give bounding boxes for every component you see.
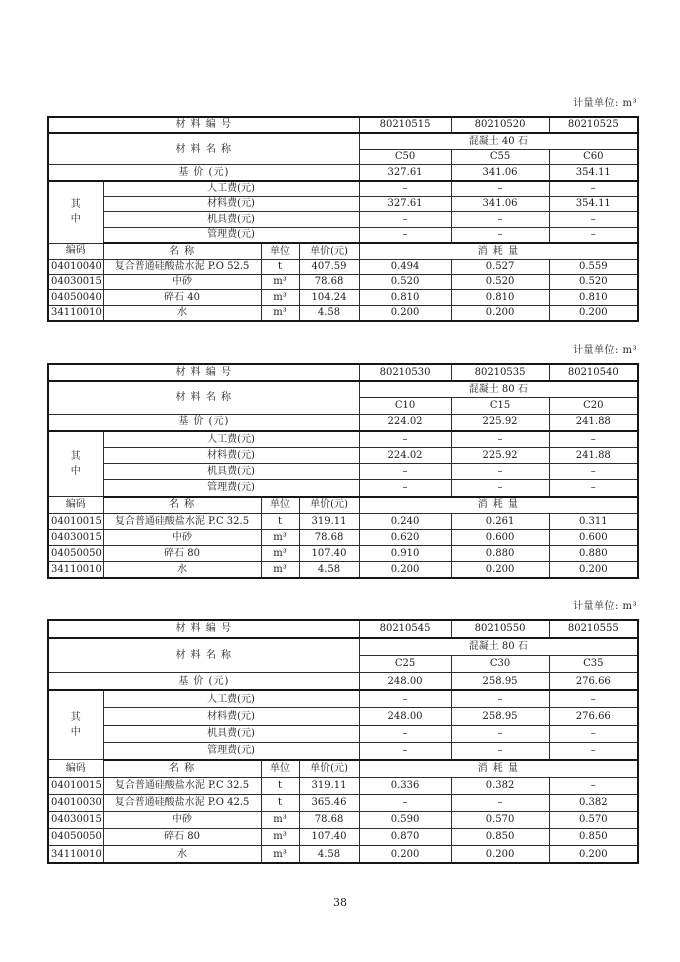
row-consumption: 0.200 <box>451 846 549 864</box>
row-unit: t <box>261 513 299 529</box>
fee-row <box>48 725 638 742</box>
row-consumption: 0.910 <box>359 546 451 562</box>
row-consumption: 0.200 <box>549 562 638 579</box>
row-consumption: 0.880 <box>549 546 638 562</box>
fee-row <box>48 227 638 243</box>
material-no-row <box>48 364 638 381</box>
row-consumption: 0.520 <box>451 274 549 289</box>
row-consumption: 0.240 <box>359 513 451 529</box>
material-price-table-concrete-40 <box>47 116 639 322</box>
fee-label: 人工费(元) <box>103 690 359 708</box>
material-code: 80210530 <box>359 364 451 381</box>
material-code: 80210520 <box>451 117 549 133</box>
row-code: 34110010 <box>48 562 103 579</box>
row-name: 水 <box>103 562 261 579</box>
fee-value: – <box>359 742 451 760</box>
row-code: 04010015 <box>48 513 103 529</box>
row-code: 04050050 <box>48 829 103 846</box>
base-price: 224.02 <box>359 414 451 431</box>
row-consumption: 0.520 <box>359 274 451 289</box>
row-consumption: 0.382 <box>451 777 549 794</box>
row-consumption: 0.200 <box>451 305 549 321</box>
base-price: 258.95 <box>451 673 549 691</box>
fee-value: 354.11 <box>549 196 638 211</box>
material-name-label: 材 料 名 称 <box>48 133 359 164</box>
fee-value: 248.00 <box>359 708 451 725</box>
fee-value: – <box>451 742 549 760</box>
row-price: 78.68 <box>299 529 359 545</box>
row-unit: t <box>261 777 299 794</box>
grade: C30 <box>451 656 549 673</box>
table-row <box>48 846 638 864</box>
page-number: 38 <box>333 896 347 909</box>
fee-value: – <box>359 212 451 227</box>
price-table-section-3 <box>47 601 637 864</box>
fee-value: – <box>451 227 549 243</box>
consumption-header: 消 耗 量 <box>359 497 638 514</box>
material-name-row <box>48 381 638 398</box>
fee-value: 258.95 <box>451 708 549 725</box>
fee-row <box>48 447 638 463</box>
base-price: 341.06 <box>451 165 549 181</box>
material-code: 80210540 <box>549 364 638 381</box>
row-name: 复合普通硅酸盐水泥 P.O 42.5 <box>103 794 261 811</box>
fee-value: – <box>451 431 549 448</box>
row-consumption: 0.600 <box>451 529 549 545</box>
grade: C15 <box>451 398 549 414</box>
table-row <box>48 794 638 811</box>
table-row <box>48 274 638 289</box>
row-price: 107.40 <box>299 546 359 562</box>
detail-header-row <box>48 243 638 259</box>
grade: C55 <box>451 149 549 164</box>
code-header: 编码 <box>48 243 103 259</box>
table-row <box>48 259 638 274</box>
row-consumption: 0.570 <box>549 812 638 829</box>
material-name-row <box>48 638 638 656</box>
row-code: 04050040 <box>48 290 103 305</box>
measure-unit-note: 计量单位: m³ <box>572 601 637 612</box>
row-name: 复合普通硅酸盐水泥 P.O 52.5 <box>103 259 261 274</box>
row-name: 复合普通硅酸盐水泥 P.C 32.5 <box>103 777 261 794</box>
row-name: 复合普通硅酸盐水泥 P.C 32.5 <box>103 513 261 529</box>
row-unit: t <box>261 259 299 274</box>
material-group-name: 混凝土 80 石 <box>359 638 638 656</box>
row-consumption: 0.200 <box>359 305 451 321</box>
consumption-header: 消 耗 量 <box>359 243 638 259</box>
among-which-text: 其中 <box>70 199 81 226</box>
among-which-label <box>48 690 103 759</box>
row-unit: m³ <box>261 529 299 545</box>
row-code: 04030015 <box>48 529 103 545</box>
fee-label: 管理费(元) <box>103 227 359 243</box>
unit-header: 单位 <box>261 760 299 778</box>
material-price-table-concrete-80-a <box>47 363 639 579</box>
row-price: 4.58 <box>299 846 359 864</box>
row-consumption: 0.880 <box>451 546 549 562</box>
row-name: 中砂 <box>103 274 261 289</box>
material-price-table-concrete-80-b <box>47 619 639 864</box>
table-row <box>48 812 638 829</box>
fee-value: 224.02 <box>359 447 451 463</box>
row-unit: m³ <box>261 562 299 579</box>
fee-value: – <box>451 725 549 742</box>
material-code: 80210535 <box>451 364 549 381</box>
price-header: 单价(元) <box>299 497 359 514</box>
fee-value: – <box>451 181 549 197</box>
fee-row <box>48 742 638 760</box>
fee-row <box>48 690 638 708</box>
base-price: 276.66 <box>549 673 638 691</box>
fee-row <box>48 480 638 497</box>
row-code: 04010030 <box>48 794 103 811</box>
consumption-header: 消 耗 量 <box>359 760 638 778</box>
row-code: 04030015 <box>48 274 103 289</box>
fee-row <box>48 431 638 448</box>
fee-label: 材料费(元) <box>103 708 359 725</box>
code-header: 编码 <box>48 497 103 514</box>
fee-row <box>48 181 638 197</box>
row-price: 365.46 <box>299 794 359 811</box>
table-row <box>48 562 638 579</box>
row-unit: m³ <box>261 546 299 562</box>
row-consumption: – <box>451 794 549 811</box>
fee-label: 管理费(元) <box>103 742 359 760</box>
fee-value: 327.61 <box>359 196 451 211</box>
row-consumption: 0.382 <box>549 794 638 811</box>
material-no-row <box>48 620 638 638</box>
row-code: 04030015 <box>48 812 103 829</box>
fee-value: – <box>549 742 638 760</box>
row-name: 碎石 80 <box>103 546 261 562</box>
name-header: 名 称 <box>103 760 261 778</box>
row-consumption: 0.311 <box>549 513 638 529</box>
table-row <box>48 777 638 794</box>
fee-value: – <box>359 181 451 197</box>
fee-row <box>48 212 638 227</box>
row-price: 4.58 <box>299 305 359 321</box>
fee-value: – <box>549 227 638 243</box>
code-header: 编码 <box>48 760 103 778</box>
grade: C25 <box>359 656 451 673</box>
fee-value: 241.88 <box>549 447 638 463</box>
material-name-label: 材 料 名 称 <box>48 638 359 673</box>
fee-label: 材料费(元) <box>103 196 359 211</box>
row-consumption: 0.570 <box>451 812 549 829</box>
row-consumption: 0.200 <box>451 562 549 579</box>
fee-value: 341.06 <box>451 196 549 211</box>
row-code: 34110010 <box>48 305 103 321</box>
row-consumption: 0.494 <box>359 259 451 274</box>
base-price: 241.88 <box>549 414 638 431</box>
row-unit: m³ <box>261 305 299 321</box>
table-row <box>48 290 638 305</box>
fee-row <box>48 708 638 725</box>
price-table-section-1 <box>47 98 637 322</box>
row-code: 34110010 <box>48 846 103 864</box>
fee-row <box>48 464 638 480</box>
measure-unit-note: 计量单位: m³ <box>572 98 637 109</box>
row-consumption: 0.559 <box>549 259 638 274</box>
material-code: 80210515 <box>359 117 451 133</box>
fee-value: 225.92 <box>451 447 549 463</box>
fee-label: 管理费(元) <box>103 480 359 497</box>
fee-value: – <box>549 480 638 497</box>
fee-value: – <box>359 690 451 708</box>
grade: C35 <box>549 656 638 673</box>
name-header: 名 称 <box>103 497 261 514</box>
fee-value: – <box>451 690 549 708</box>
among-which-label <box>48 431 103 497</box>
row-code: 04010015 <box>48 777 103 794</box>
material-code: 80210555 <box>549 620 638 638</box>
fee-label: 人工费(元) <box>103 431 359 448</box>
material-group-name: 混凝土 80 石 <box>359 381 638 398</box>
fee-value: – <box>549 212 638 227</box>
detail-header-row <box>48 760 638 778</box>
material-no-row <box>48 117 638 133</box>
row-consumption: 0.600 <box>549 529 638 545</box>
fee-value: – <box>451 480 549 497</box>
fee-value: – <box>359 464 451 480</box>
material-no-label: 材 料 编 号 <box>48 364 359 381</box>
row-unit: m³ <box>261 829 299 846</box>
measure-unit-note: 计量单位: m³ <box>572 345 637 356</box>
grade: C60 <box>549 149 638 164</box>
price-header: 单价(元) <box>299 243 359 259</box>
row-name: 中砂 <box>103 529 261 545</box>
row-consumption: 0.590 <box>359 812 451 829</box>
unit-header: 单位 <box>261 497 299 514</box>
row-consumption: 0.850 <box>451 829 549 846</box>
fee-value: – <box>359 480 451 497</box>
row-consumption: 0.200 <box>549 846 638 864</box>
row-name: 中砂 <box>103 812 261 829</box>
material-code: 80210525 <box>549 117 638 133</box>
row-code: 04050050 <box>48 546 103 562</box>
base-price-row <box>48 673 638 691</box>
price-table-section-2 <box>47 345 637 579</box>
base-price-label: 基 价 (元) <box>48 414 359 431</box>
row-price: 319.11 <box>299 777 359 794</box>
material-group-name: 混凝土 40 石 <box>359 133 638 149</box>
fee-value: – <box>549 181 638 197</box>
row-consumption: 0.810 <box>549 290 638 305</box>
material-name-row <box>48 133 638 149</box>
base-price: 354.11 <box>549 165 638 181</box>
row-consumption: 0.850 <box>549 829 638 846</box>
fee-value: – <box>451 464 549 480</box>
fee-value: – <box>549 464 638 480</box>
grade: C50 <box>359 149 451 164</box>
table-row <box>48 529 638 545</box>
detail-header-row <box>48 497 638 514</box>
row-consumption: – <box>549 777 638 794</box>
table-row <box>48 546 638 562</box>
material-code: 80210550 <box>451 620 549 638</box>
row-consumption: 0.527 <box>451 259 549 274</box>
table-row <box>48 829 638 846</box>
row-price: 4.58 <box>299 562 359 579</box>
base-price: 248.00 <box>359 673 451 691</box>
base-price-row <box>48 165 638 181</box>
fee-value: – <box>451 212 549 227</box>
unit-header: 单位 <box>261 243 299 259</box>
fee-value: – <box>359 431 451 448</box>
row-price: 319.11 <box>299 513 359 529</box>
row-consumption: 0.200 <box>359 846 451 864</box>
row-name: 碎石 80 <box>103 829 261 846</box>
row-name: 碎石 40 <box>103 290 261 305</box>
fee-value: – <box>549 690 638 708</box>
row-unit: m³ <box>261 812 299 829</box>
base-price-label: 基 价 (元) <box>48 673 359 691</box>
base-price-label: 基 价 (元) <box>48 165 359 181</box>
grade: C10 <box>359 398 451 414</box>
base-price: 327.61 <box>359 165 451 181</box>
row-consumption: 0.200 <box>549 305 638 321</box>
fee-label: 机具费(元) <box>103 212 359 227</box>
material-no-label: 材 料 编 号 <box>48 117 359 133</box>
row-name: 水 <box>103 846 261 864</box>
base-price-row <box>48 414 638 431</box>
fee-value: – <box>549 431 638 448</box>
row-consumption: 0.200 <box>359 562 451 579</box>
row-consumption: 0.810 <box>359 290 451 305</box>
fee-value: – <box>359 227 451 243</box>
fee-label: 人工费(元) <box>103 181 359 197</box>
grade: C20 <box>549 398 638 414</box>
fee-row <box>48 196 638 211</box>
table-row <box>48 513 638 529</box>
row-price: 78.68 <box>299 812 359 829</box>
row-unit: m³ <box>261 846 299 864</box>
fee-label: 材料费(元) <box>103 447 359 463</box>
material-name-label: 材 料 名 称 <box>48 381 359 414</box>
row-consumption: 0.810 <box>451 290 549 305</box>
row-consumption: 0.620 <box>359 529 451 545</box>
row-unit: m³ <box>261 274 299 289</box>
row-unit: m³ <box>261 290 299 305</box>
row-price: 104.24 <box>299 290 359 305</box>
price-header: 单价(元) <box>299 760 359 778</box>
fee-label: 机具费(元) <box>103 725 359 742</box>
among-which-label <box>48 181 103 244</box>
row-consumption: 0.261 <box>451 513 549 529</box>
fee-value: 276.66 <box>549 708 638 725</box>
row-unit: t <box>261 794 299 811</box>
row-consumption: 0.870 <box>359 829 451 846</box>
row-price: 407.59 <box>299 259 359 274</box>
row-name: 水 <box>103 305 261 321</box>
base-price: 225.92 <box>451 414 549 431</box>
row-consumption: – <box>359 794 451 811</box>
material-code: 80210545 <box>359 620 451 638</box>
fee-value: – <box>549 725 638 742</box>
table-row <box>48 305 638 321</box>
row-consumption: 0.336 <box>359 777 451 794</box>
among-which-text: 其中 <box>70 450 81 477</box>
material-no-label: 材 料 编 号 <box>48 620 359 638</box>
fee-label: 机具费(元) <box>103 464 359 480</box>
row-consumption: 0.520 <box>549 274 638 289</box>
row-price: 107.40 <box>299 829 359 846</box>
row-code: 04010040 <box>48 259 103 274</box>
row-price: 78.68 <box>299 274 359 289</box>
fee-value: – <box>359 725 451 742</box>
among-which-text: 其中 <box>70 712 81 739</box>
name-header: 名 称 <box>103 243 261 259</box>
